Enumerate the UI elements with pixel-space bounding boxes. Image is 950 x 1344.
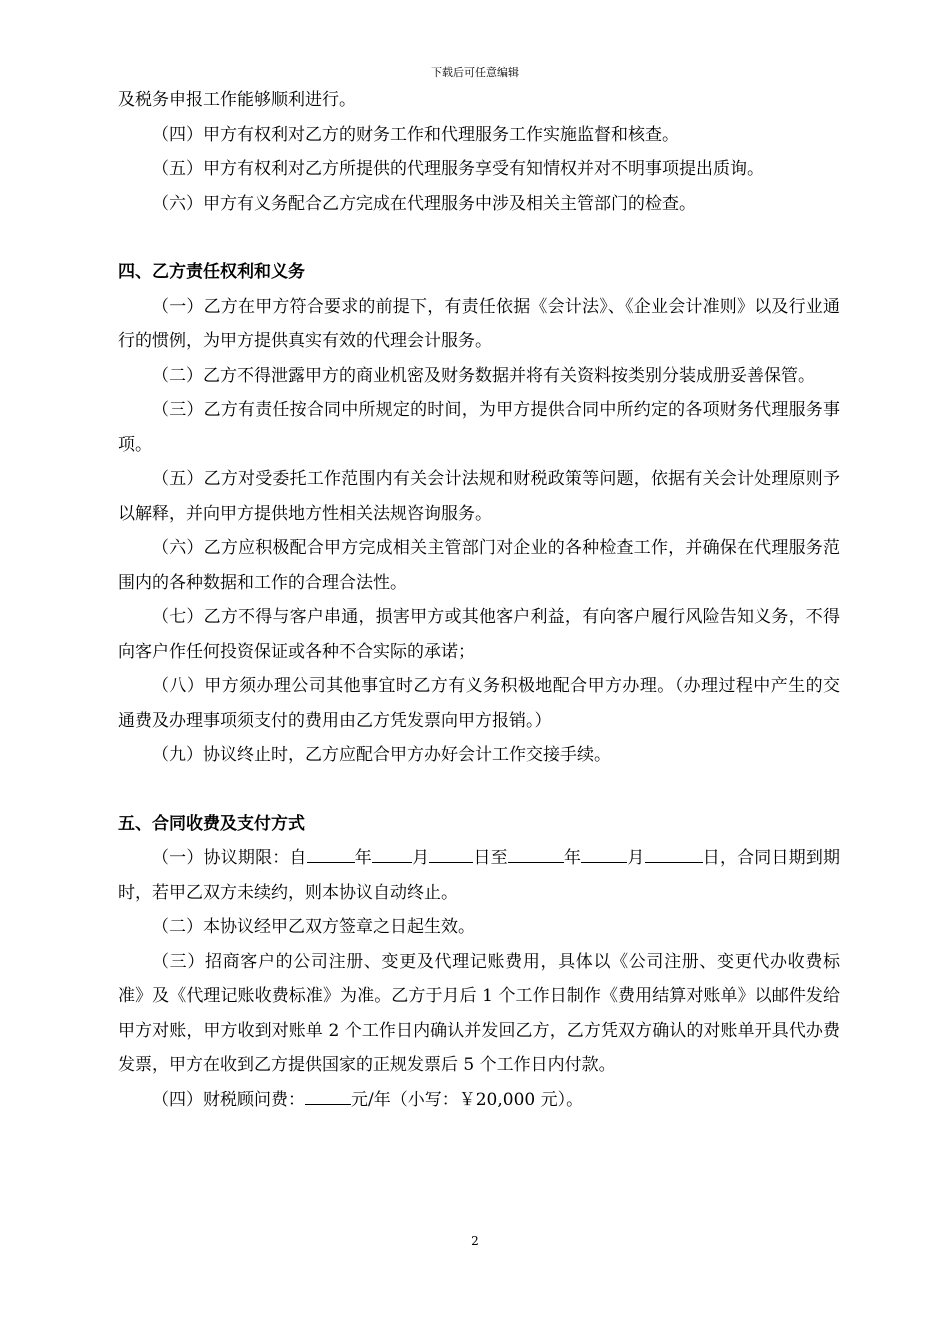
document-body <box>118 83 840 1117</box>
clause-4-2: （二）乙方不得泄露甲方的商业机密及财务数据并将有关资料按类别分装成册妥善保管。 <box>152 365 815 386</box>
clause-5-3: （三）招商客户的公司注册、变更及代理记账费用，具体以《公司注册、变更代办收费标准》及《代理记账收费标准》为准。乙方于月后 1 个工作日制作《费用结算对账单》以邮件发给甲方对账，甲方收到对账单 2 个工作日内确认并发回乙方，乙方凭双方确认的对账单开具代办费发票，甲方在收到乙方提供国家的正规发票后 5 个工作日内付款。 <box>118 951 840 1075</box>
page-number: 2 <box>471 1234 479 1248</box>
clause-3-4: （四）甲方有权利对乙方的财务工作和代理服务工作实施监督和核查。 <box>152 124 679 145</box>
term-month-label: 月 <box>411 848 430 868</box>
clause-4-3: （三）乙方有责任按合同中所规定的时间，为甲方提供合同中所约定的各项财务代理服务事项。 <box>118 400 840 455</box>
end-day-blank <box>645 845 703 863</box>
clause-4-1: （一）乙方在甲方符合要求的前提下，有责任依据《会计法》、《企业会计准则》以及行业通行的惯例，为甲方提供真实有效的代理会计服务。 <box>118 296 840 351</box>
clause-3-6: （六）甲方有义务配合乙方完成在代理服务中涉及相关主管部门的检查。 <box>152 193 696 214</box>
end-month-blank <box>581 845 627 863</box>
section-5-title: 五、合同收费及支付方式 <box>118 813 305 834</box>
term-month2-label: 月 <box>627 848 645 868</box>
term-day-to-label: 日至 <box>473 848 508 868</box>
fee-amount-blank <box>305 1087 351 1105</box>
fee-suffix: 元/年（小写：￥20,000 元）。 <box>351 1089 584 1110</box>
clause-5-1-term <box>118 841 840 910</box>
clause-4-6: （六）乙方应积极配合甲方完成相关主管部门对企业的各种检查工作，并确保在代理服务范围内的各种数据和工作的合理合法性。 <box>118 538 840 593</box>
start-month-blank <box>372 845 412 863</box>
clause-4-9: （九）协议终止时，乙方应配合甲方办好会计工作交接手续。 <box>152 745 611 765</box>
term-prefix: （一）协议期限：自 <box>152 848 307 868</box>
clause-5-4-fee <box>118 1083 840 1118</box>
section-4-title: 四、乙方责任权利和义务 <box>118 262 305 282</box>
paragraph-continuation: 及税务申报工作能够顺利进行。 <box>118 90 356 110</box>
clause-4-7: （七）乙方不得与客户串通，损害甲方或其他客户利益，有向客户履行风险告知义务，不得向客户作任何投资保证或各种不合实际的承诺； <box>118 607 840 662</box>
fee-prefix: （四）财税顾问费： <box>152 1089 305 1110</box>
start-year-blank <box>307 845 355 863</box>
end-year-blank <box>508 845 564 863</box>
term-year2-label: 年 <box>563 848 582 868</box>
page-header-note: 下载后可任意编辑 <box>431 66 519 79</box>
clause-4-8: （八）甲方须办理公司其他事宜时乙方有义务积极地配合甲方办理。（办理过程中产生的交通费及办理事项须支付的费用由乙方凭发票向甲方报销。） <box>118 676 840 731</box>
term-suffix: 日，合同日期到期时，若甲乙双方未续约，则本协议自动终止。 <box>118 848 841 903</box>
start-day-blank <box>429 845 473 863</box>
clause-5-2: （二）本协议经甲乙双方签章之日起生效。 <box>152 917 475 937</box>
term-year-label: 年 <box>354 848 372 868</box>
clause-3-5: （五）甲方有权利对乙方所提供的代理服务享受有知情权并对不明事项提出质询。 <box>152 159 764 179</box>
clause-4-5: （五）乙方对受委托工作范围内有关会计法规和财税政策等问题，依据有关会计处理原则予以解释，并向甲方提供地方性相关法规咨询服务。 <box>118 469 840 524</box>
